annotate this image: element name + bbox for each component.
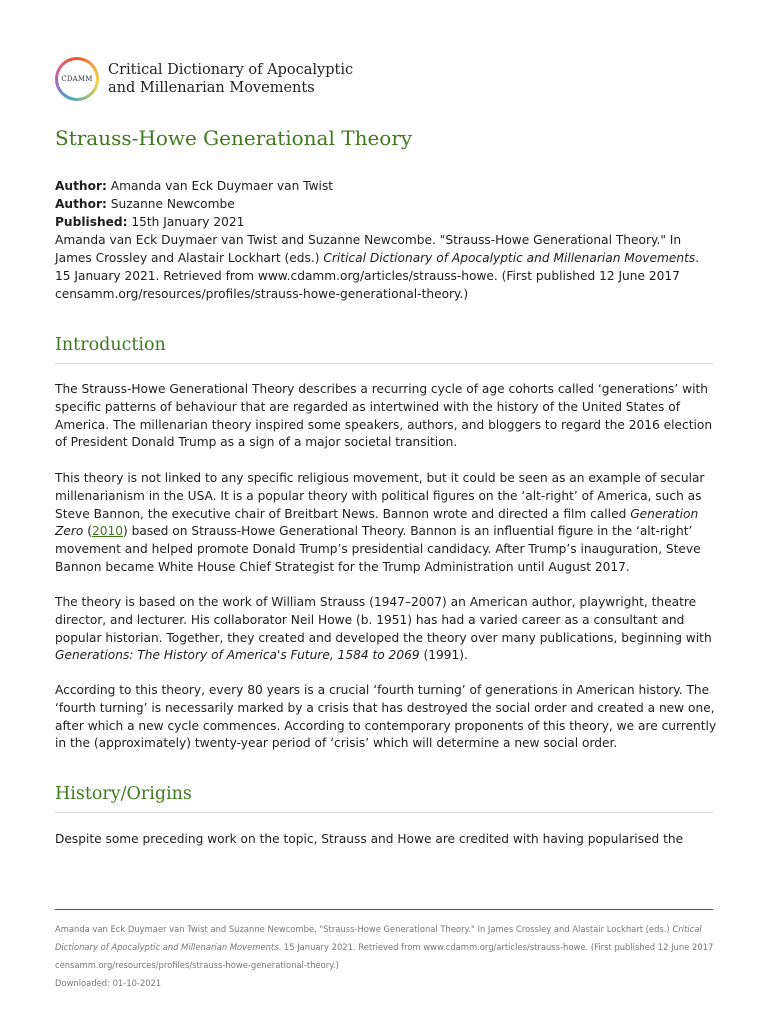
- citation-text: Amanda van Eck Duymaer van Twist and Suzanne Newcombe. "Strauss-Howe Generational Theory." In James Crossley and Alastair Lockhart (eds.): [55, 233, 682, 265]
- download-date: Downloaded: 01-10-2021: [55, 978, 162, 988]
- author-label: Author:: [55, 179, 107, 193]
- published-date: 15th January 2021: [131, 215, 245, 229]
- author-line-1: [55, 177, 715, 195]
- site-title[interactable]: [108, 61, 353, 97]
- site-title-line2: and Millenarian Movements: [108, 80, 315, 96]
- published-label: Published:: [55, 215, 128, 229]
- paragraph-text: ) based on Strauss-Howe Generational Theory. Bannon is an influential figure in the ‘alt-right’ movement and helped promote Donald Trump’s presidential candidacy. After Trump’s inauguration, Steve Bannon became White House Chief Strategist for the Trump Administration until August 2017.: [55, 524, 701, 574]
- cdamm-logo[interactable]: [55, 57, 99, 101]
- citation-text: . 15 January 2021. Retrieved from www.cdamm.org/articles/strauss-howe. (First published 12 June 2017 censamm.org/resources/profiles/strauss-howe-generational-theory.): [55, 251, 700, 301]
- citation: [55, 231, 715, 303]
- citation-title: Critical Dictionary of Apocalyptic and Millenarian Movements: [323, 251, 696, 265]
- author-line-2: [55, 195, 715, 213]
- intro-paragraph-1: The Strauss-Howe Generational Theory describes a recurring cycle of age cohorts called ‘generations’ with specific patterns of behaviour that are regarded as intertwined with the history of the United States of America. The millenarian theory inspired some speakers, authors, and bloggers to regard the 2016 election of President Donald Trump as a sign of a major societal transition.: [55, 382, 713, 450]
- intro-paragraph-3: [55, 594, 717, 665]
- history-paragraph-1: Despite some preceding work on the topic, Strauss and Howe are credited with having popularised the: [55, 832, 684, 846]
- site-header: [55, 57, 353, 101]
- footer-citation: [55, 920, 715, 974]
- footer-text: Amanda van Eck Duymaer van Twist and Suzanne Newcombe. "Strauss-Howe Generational Theory." In James Crossley and Alastair Lockhart (eds.): [55, 924, 673, 934]
- published-line: [55, 213, 715, 231]
- page-footer: [55, 920, 715, 992]
- footer-divider: [55, 909, 713, 910]
- intro-paragraph-4: According to this theory, every 80 years is a crucial ‘fourth turning’ of generations in American history. The ‘fourth turning’ is necessarily marked by a crisis that has destroyed the social order and created a new one, after which a new cycle commences. According to contemporary proponents of this theory, we are currently in the (approximately) twenty-year period of ‘crisis’ which will determine a new social order.: [55, 683, 717, 751]
- site-title-line1: Critical Dictionary of Apocalyptic: [108, 62, 354, 78]
- film-title: Generation Zero: [55, 506, 699, 539]
- year-link[interactable]: 2010: [91, 524, 123, 539]
- logo-text: CDAMM: [58, 60, 96, 98]
- article-meta: [55, 177, 715, 303]
- introduction-heading: Introduction: [55, 335, 713, 364]
- author-name: Suzanne Newcombe: [110, 197, 235, 211]
- paragraph-text: This theory is not linked to any specific religious movement, but it could be seen as an example of secular millenarianism in the USA. It is a popular theory with political figures on the ‘alt-right’ of America, such as Steve Bannon, the executive chair of Breitbart News. Bannon wrote and directed a film called: [55, 471, 705, 521]
- footer-text: . 15 January 2021. Retrieved from www.cdamm.org/articles/strauss-howe. (First published 12 June 2017 censamm.org/resources/profiles/strauss-howe-generational-theory.): [55, 942, 714, 970]
- footer-title: Critical Dictionary of Apocalyptic and Millenarian Movements: [55, 924, 702, 952]
- author-label: Author:: [55, 197, 107, 211]
- paragraph-text: (1991).: [419, 648, 468, 663]
- intro-paragraph-2: [55, 470, 717, 577]
- paragraph-text: (: [83, 524, 92, 539]
- paragraph-text: The theory is based on the work of William Strauss (1947–2007) an American author, playwright, theatre director, and lecturer. His collaborator Neil Howe (b. 1951) has had a varied career as a consultant and popular historian. Together, they created and developed the theory over many publications, beginning with: [55, 595, 712, 645]
- book-title: Generations: The History of America's Future, 1584 to 2069: [55, 648, 420, 663]
- author-name: Amanda van Eck Duymaer van Twist: [110, 179, 334, 193]
- article-title: Strauss-Howe Generational Theory: [55, 126, 413, 150]
- history-heading: History/Origins: [55, 784, 713, 813]
